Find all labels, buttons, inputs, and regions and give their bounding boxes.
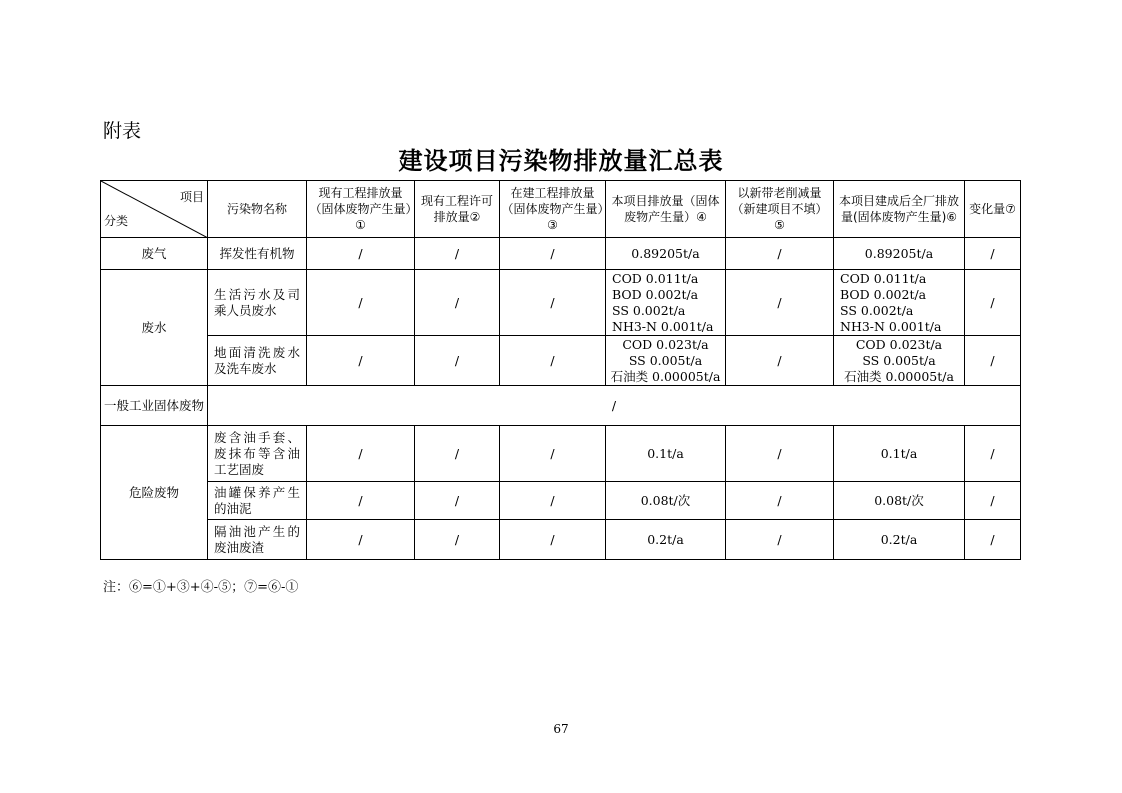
domestic-plant-total xyxy=(834,270,965,336)
cell-slash: / xyxy=(307,270,415,336)
haz2-this-project: 0.08t/次 xyxy=(606,482,726,520)
cell-slash: / xyxy=(307,426,415,482)
category-waste-gas: 废气 xyxy=(101,238,208,270)
category-wastewater: 废水 xyxy=(101,270,208,386)
table-row xyxy=(101,482,1021,520)
cell-slash: / xyxy=(726,426,834,482)
page-number: 67 xyxy=(553,722,569,736)
cell-slash: / xyxy=(726,238,834,270)
haz3-this-project: 0.2t/a xyxy=(606,520,726,560)
cell-slash: / xyxy=(415,482,500,520)
pollutant-tank-sludge: 油罐保养产生的油泥 xyxy=(208,482,307,520)
haz3-plant-total: 0.2t/a xyxy=(834,520,965,560)
pollutant-separator-residue: 隔油池产生的废油废渣 xyxy=(208,520,307,560)
page-title: 建设项目污染物排放量汇总表 xyxy=(398,147,724,175)
cell-slash: / xyxy=(500,426,606,482)
cell-slash: / xyxy=(965,426,1021,482)
value-line: NH3-N 0.001t/a xyxy=(840,318,942,334)
value-line: 石油类 0.00005t/a xyxy=(610,368,721,384)
table-note: 注：⑥=①+③+④-⑤；⑦=⑥-① xyxy=(103,580,299,595)
pollutant-domestic-wastewater: 生活污水及司乘人员废水 xyxy=(208,270,307,336)
cell-slash: / xyxy=(726,270,834,336)
cell-slash: / xyxy=(415,238,500,270)
table-row xyxy=(101,426,1021,482)
category-general-solid-waste: 一般工业固体废物 xyxy=(101,386,208,426)
header-existing-permit: 现有工程许可排放量② xyxy=(415,181,500,238)
cell-slash: / xyxy=(726,336,834,386)
value-line: SS 0.005t/a xyxy=(628,352,703,368)
vocs-plant-total: 0.89205t/a xyxy=(834,238,965,270)
cell-slash: / xyxy=(415,426,500,482)
cell-slash: / xyxy=(415,270,500,336)
vocs-this-project: 0.89205t/a xyxy=(606,238,726,270)
header-item-label: 项目 xyxy=(179,190,204,204)
value-line: SS 0.005t/a xyxy=(862,352,936,368)
cell-slash: / xyxy=(500,238,606,270)
value-line: COD 0.023t/a xyxy=(622,336,709,352)
cell-slash: / xyxy=(307,336,415,386)
cell-slash: / xyxy=(307,238,415,270)
cell-slash: / xyxy=(726,520,834,560)
diagonal-header-cell xyxy=(101,181,208,238)
cell-slash: / xyxy=(965,270,1021,336)
header-change: 变化量⑦ xyxy=(965,181,1021,238)
header-plant-total: 本项目建成后全厂排放量(固体废物产生量)⑥ xyxy=(834,181,965,238)
table-row xyxy=(101,270,1021,336)
value-line: COD 0.011t/a xyxy=(612,270,699,286)
value-line: BOD 0.002t/a xyxy=(612,286,699,302)
header-offset: 以新带老削减量（新建项目不填）⑤ xyxy=(726,181,834,238)
emission-summary-table xyxy=(100,180,1021,560)
category-hazardous-waste: 危险废物 xyxy=(101,426,208,560)
table-row xyxy=(101,520,1021,560)
cell-slash: / xyxy=(965,520,1021,560)
haz1-plant-total: 0.1t/a xyxy=(834,426,965,482)
cell-slash: / xyxy=(500,482,606,520)
cell-slash: / xyxy=(208,386,1021,426)
haz1-this-project: 0.1t/a xyxy=(606,426,726,482)
cell-slash: / xyxy=(965,238,1021,270)
value-line: BOD 0.002t/a xyxy=(840,286,927,302)
header-row xyxy=(101,181,1021,238)
haz2-plant-total: 0.08t/次 xyxy=(834,482,965,520)
value-line: COD 0.023t/a xyxy=(855,336,943,352)
domestic-this-project xyxy=(606,270,726,336)
value-line: COD 0.011t/a xyxy=(840,270,927,286)
header-category-label: 分类 xyxy=(104,214,129,228)
cell-slash: / xyxy=(500,520,606,560)
pollutant-vocs: 挥发性有机物 xyxy=(208,238,307,270)
table-row xyxy=(101,386,1021,426)
header-under-construction: 在建工程排放量（固体废物产生量）③ xyxy=(500,181,606,238)
floor-plant-total xyxy=(834,336,965,386)
cell-slash: / xyxy=(965,482,1021,520)
header-existing-emission: 现有工程排放量（固体废物产生量）① xyxy=(307,181,415,238)
value-line: 石油类 0.00005t/a xyxy=(844,368,954,384)
pollutant-oily-waste: 废含油手套、废抹布等含油工艺固废 xyxy=(208,426,307,482)
value-line: SS 0.002t/a xyxy=(612,302,686,318)
value-line: SS 0.002t/a xyxy=(840,302,914,318)
header-this-project: 本项目排放量（固体废物产生量）④ xyxy=(606,181,726,238)
cell-slash: / xyxy=(415,520,500,560)
header-pollutant: 污染物名称 xyxy=(208,181,307,238)
cell-slash: / xyxy=(726,482,834,520)
cell-slash: / xyxy=(500,336,606,386)
cell-slash: / xyxy=(307,482,415,520)
pollutant-floor-wash-wastewater: 地面清洗废水及洗车废水 xyxy=(208,336,307,386)
value-line: NH3-N 0.001t/a xyxy=(612,318,714,334)
floor-this-project xyxy=(606,336,726,386)
cell-slash: / xyxy=(500,270,606,336)
appendix-label: 附表 xyxy=(103,120,142,142)
cell-slash: / xyxy=(415,336,500,386)
cell-slash: / xyxy=(965,336,1021,386)
table-row xyxy=(101,336,1021,386)
table-row xyxy=(101,238,1021,270)
cell-slash: / xyxy=(307,520,415,560)
